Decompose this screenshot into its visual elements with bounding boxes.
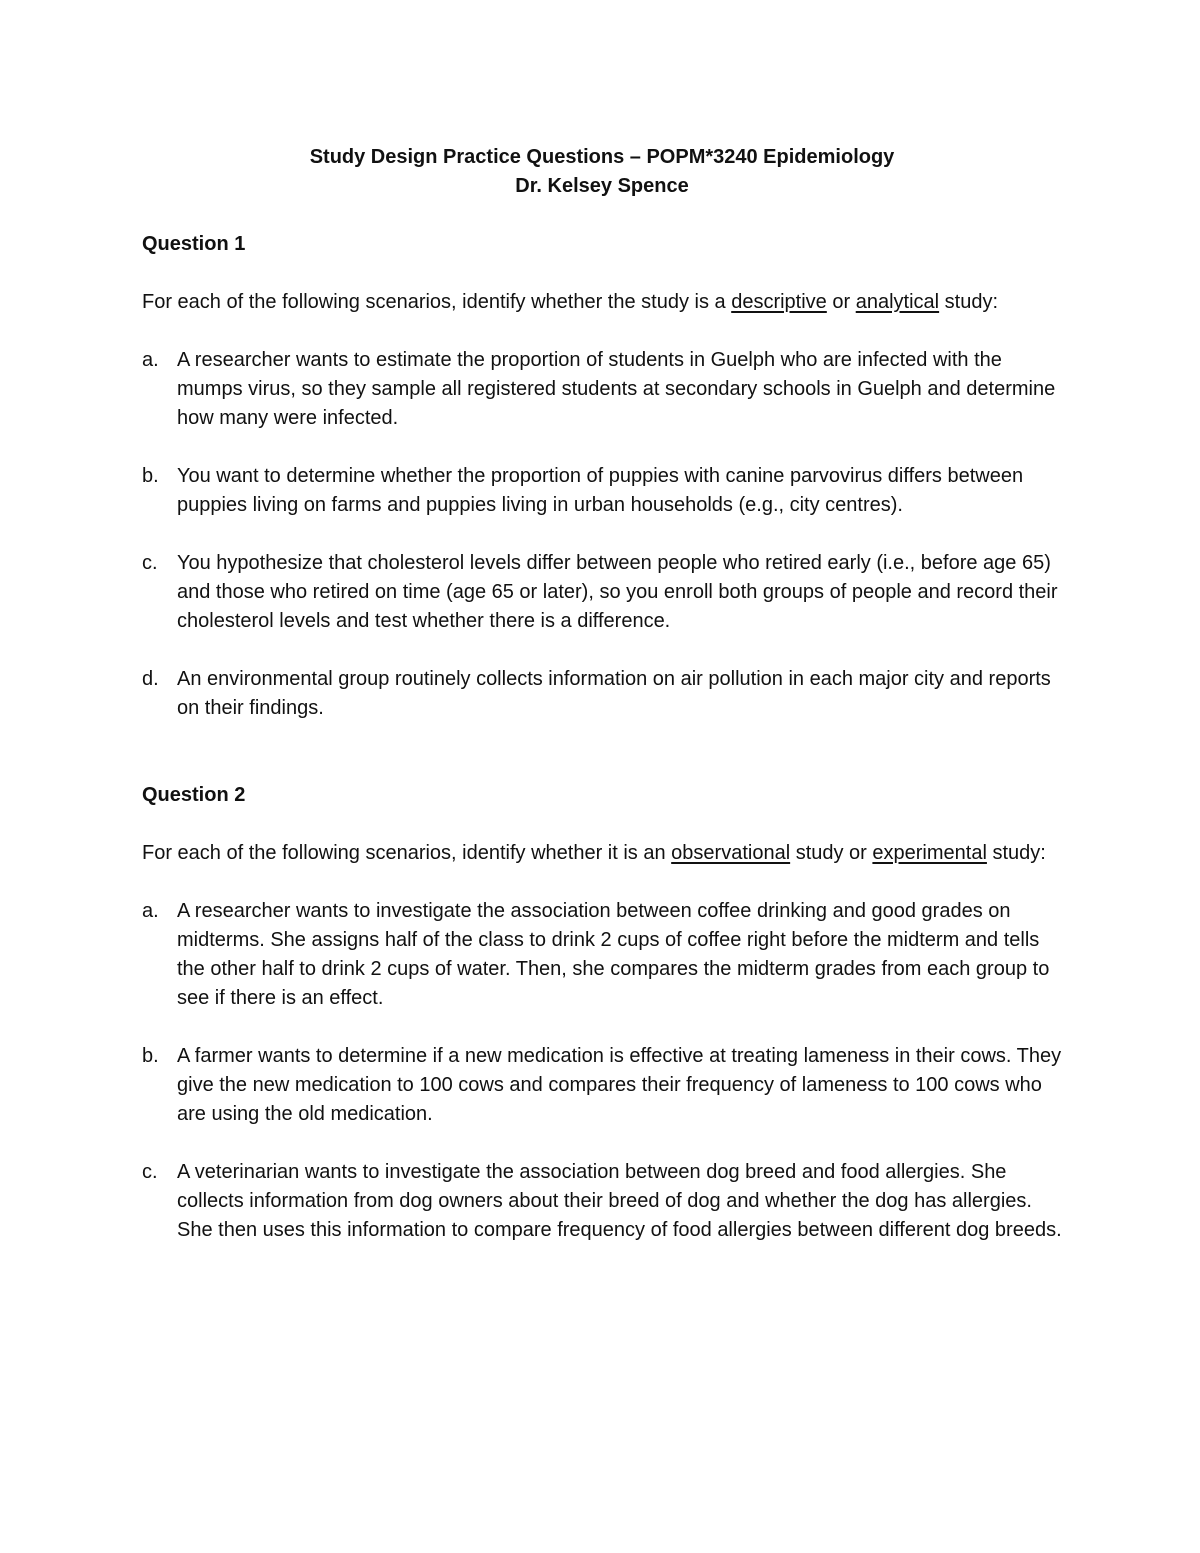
question-2-intro-pre: For each of the following scenarios, identify whether it is an bbox=[142, 842, 672, 864]
item-marker: a. bbox=[142, 900, 159, 922]
item-marker: b. bbox=[142, 465, 159, 487]
question-1-intro-post: study: bbox=[939, 291, 999, 313]
item-text: A farmer wants to determine if a new medication is effective at treating lameness in their cows. They give the new medication to 100 cows and compares their frequency of lameness to 100 cows who are using the old medication. bbox=[177, 1045, 1062, 1125]
question-1-item-d bbox=[142, 665, 1062, 723]
document-content bbox=[142, 143, 1062, 1274]
item-text: A researcher wants to investigate the association between coffee drinking and good grades on midterms. She assigns half of the class to drink 2 cups of coffee right before the midterm and tells the other half to drink 2 cups of water. Then, she compares the midterm grades from each group to see if there is an effect. bbox=[177, 900, 1050, 1009]
document-title: Study Design Practice Questions – POPM*3240 Epidemiology bbox=[309, 146, 895, 168]
question-2-item-b bbox=[142, 1042, 1062, 1129]
question-2-item-a bbox=[142, 897, 1062, 1013]
item-text: You hypothesize that cholesterol levels differ between people who retired early (i.e., before age 65) and those who retired on time (age 65 or later), so you enroll both groups of people and record their cholesterol levels and test whether there is a difference. bbox=[177, 552, 1058, 632]
question-2-intro-mid: study or bbox=[790, 842, 873, 864]
term-observational: observational bbox=[671, 842, 791, 864]
question-2-heading: Question 2 bbox=[142, 784, 246, 806]
term-descriptive: descriptive bbox=[731, 291, 827, 313]
question-1-item-b bbox=[142, 462, 1062, 520]
question-1-intro bbox=[142, 288, 1062, 317]
question-1-item-a bbox=[142, 346, 1062, 433]
item-text: A veterinarian wants to investigate the association between dog breed and food allergies. She collects information from dog owners about their breed of dog and whether the dog has allergies. She then uses this information to compare frequency of food allergies between different dog breeds. bbox=[177, 1161, 1062, 1241]
question-1-heading: Question 1 bbox=[142, 233, 246, 255]
question-1-intro-mid: or bbox=[826, 291, 856, 313]
item-marker: c. bbox=[142, 1161, 158, 1183]
item-text: You want to determine whether the proportion of puppies with canine parvovirus differs between puppies living on farms and puppies living in urban households (e.g., city centres). bbox=[177, 465, 1024, 516]
term-experimental: experimental bbox=[872, 842, 987, 864]
question-2-intro-post: study: bbox=[986, 842, 1046, 864]
item-marker: b. bbox=[142, 1045, 159, 1067]
document-author: Dr. Kelsey Spence bbox=[515, 175, 689, 197]
question-1-intro-pre: For each of the following scenarios, identify whether the study is a bbox=[142, 291, 732, 313]
question-1-item-c bbox=[142, 549, 1062, 636]
item-marker: c. bbox=[142, 552, 158, 574]
item-text: An environmental group routinely collects information on air pollution in each major city and reports on their findings. bbox=[177, 668, 1051, 719]
term-analytical: analytical bbox=[855, 291, 940, 313]
item-marker: d. bbox=[142, 668, 159, 690]
item-marker: a. bbox=[142, 349, 159, 371]
question-2-intro bbox=[142, 839, 1062, 868]
item-text: A researcher wants to estimate the proportion of students in Guelph who are infected with the mumps virus, so they sample all registered students at secondary schools in Guelph and determine how many were infected. bbox=[177, 349, 1056, 429]
question-2-item-c bbox=[142, 1158, 1062, 1245]
document-title-block bbox=[142, 143, 1062, 201]
